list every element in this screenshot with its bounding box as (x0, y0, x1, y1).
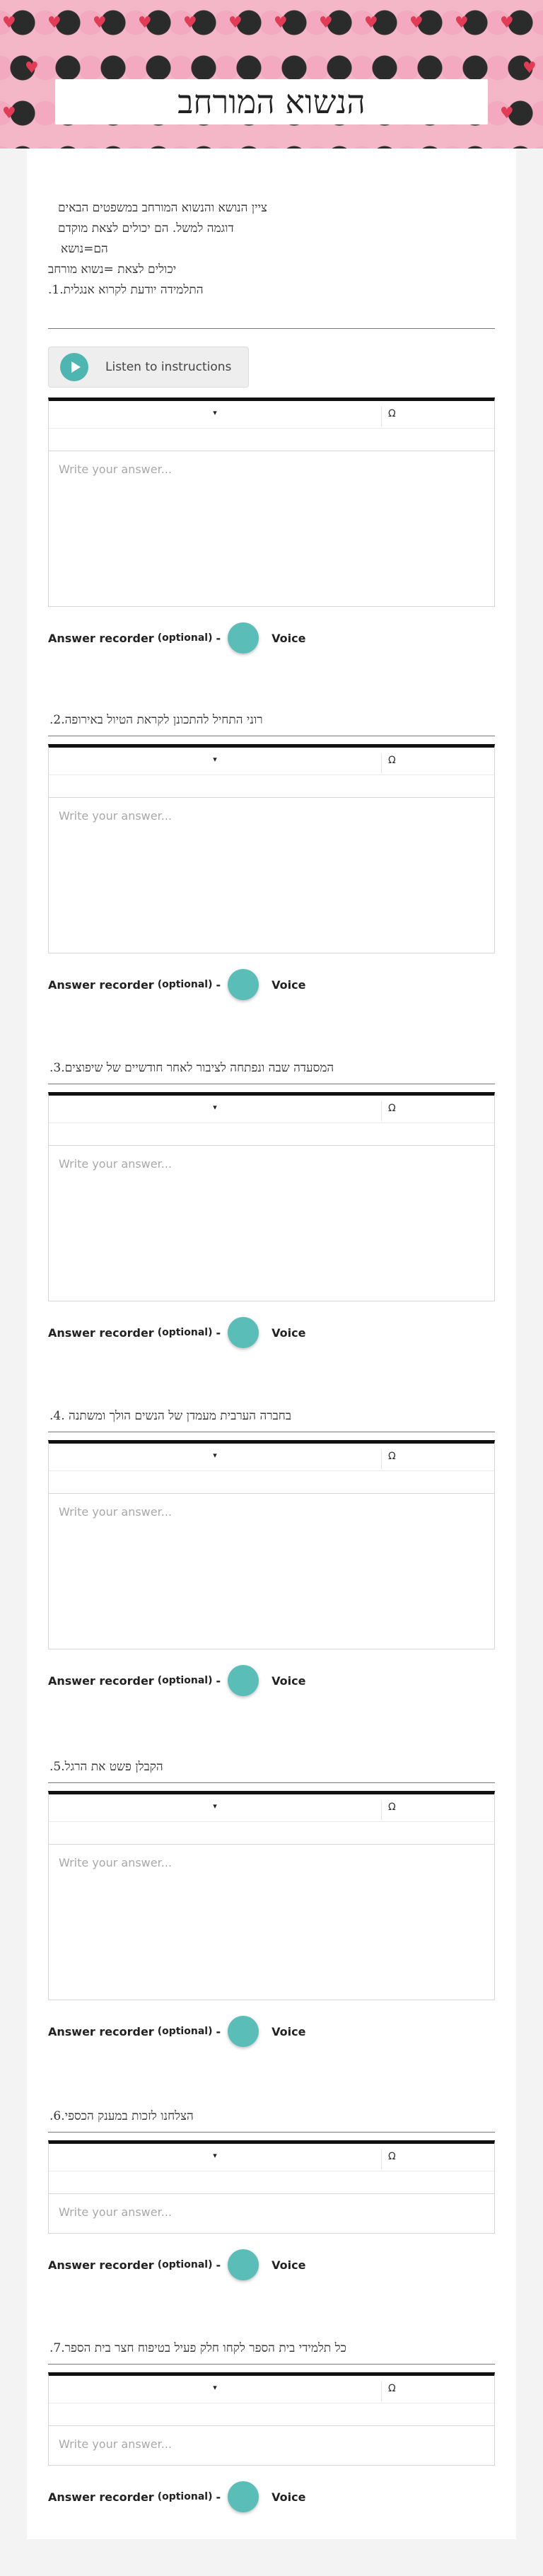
instruction-line: יכולים לצאת =נשוא מורחב (48, 262, 177, 277)
recorder-label: Answer recorder (48, 1325, 154, 1340)
special-char-button[interactable]: Ω (388, 1451, 396, 1462)
format-dropdown[interactable]: ▾ (213, 2383, 217, 2392)
question-text: .הצלחנו לזכות במענק הכספי.6 (49, 2109, 194, 2123)
format-dropdown[interactable]: ▾ (213, 2151, 217, 2160)
question-block (48, 398, 495, 654)
recorder-optional: (optional) (157, 979, 213, 990)
divider (48, 2364, 495, 2365)
question-block (48, 2109, 495, 2280)
recorder-optional: (optional) (157, 1327, 213, 1338)
heart-icon: ♥ (522, 59, 537, 77)
question-text: .בחברה הערבית מעמדן של הנשים הולך ומשתנה .4 (49, 1409, 292, 1423)
record-button[interactable] (228, 622, 259, 654)
heart-icon: ♥ (183, 14, 197, 32)
voice-label: Voice (272, 977, 306, 992)
listen-instructions-button[interactable] (48, 347, 249, 388)
record-button[interactable] (228, 969, 259, 1000)
answer-recorder (48, 1317, 495, 1348)
answer-recorder (48, 2016, 495, 2047)
question-text: .רוני התחיל להתכונן לקראת הטיול באירופה.2 (49, 713, 263, 727)
recorder-dash: - (216, 2024, 221, 2038)
editor-toolbar (48, 1092, 495, 1146)
question-block (48, 2341, 495, 2512)
answer-recorder (48, 622, 495, 654)
question-block (48, 1409, 495, 1696)
divider (48, 328, 495, 329)
heart-icon: ♥ (47, 14, 62, 32)
answer-input[interactable]: Write your answer... (48, 451, 495, 607)
listen-label: Listen to instructions (105, 360, 232, 374)
divider (48, 2132, 495, 2133)
voice-label: Voice (272, 1673, 306, 1688)
recorder-optional: (optional) (157, 1675, 213, 1686)
record-button[interactable] (228, 1317, 259, 1348)
special-char-button[interactable]: Ω (388, 1802, 396, 1813)
recorder-dash: - (216, 977, 221, 992)
recorder-dash: - (216, 1325, 221, 1340)
voice-label: Voice (272, 631, 306, 645)
recorder-dash: - (216, 2490, 221, 2504)
recorder-label: Answer recorder (48, 977, 154, 992)
title-box (55, 79, 488, 124)
answer-input[interactable]: Write your answer... (48, 2194, 495, 2234)
special-char-button[interactable]: Ω (388, 2383, 396, 2394)
heart-icon: ♥ (138, 14, 152, 32)
heart-icon: ♥ (319, 14, 333, 32)
heart-icon: ♥ (228, 14, 243, 32)
instruction-line: הם=נושא (61, 242, 108, 256)
recorder-optional: (optional) (157, 2259, 213, 2270)
recorder-optional: (optional) (157, 632, 213, 644)
recorder-label: Answer recorder (48, 1673, 154, 1688)
question-block (48, 1061, 495, 1348)
answer-input[interactable]: Write your answer... (48, 1146, 495, 1301)
record-button[interactable] (228, 2249, 259, 2280)
instruction-line: .התלמידה יודעת לקרוא אנגלית.1 (48, 283, 204, 297)
divider (48, 1782, 495, 1783)
instruction-line: ציין הנושא והנשוא המורחב במשפטים הבאים (58, 201, 267, 215)
heart-icon: ♥ (364, 14, 378, 32)
heart-icon: ♥ (93, 14, 107, 32)
page-title: הנשוא המורחב (177, 83, 366, 121)
editor-toolbar (48, 1440, 495, 1494)
answer-recorder (48, 1665, 495, 1696)
page-margin-right (516, 149, 543, 2576)
voice-label: Voice (272, 2490, 306, 2504)
heart-icon: ♥ (409, 14, 424, 32)
record-button[interactable] (228, 1665, 259, 1696)
editor-toolbar (48, 398, 495, 451)
special-char-button[interactable]: Ω (388, 1103, 396, 1114)
question-text: .כל תלמידי בית הספר לקחו חלק פעיל בטיפוח חצר בית הספר.7 (49, 2341, 346, 2355)
special-char-button[interactable]: Ω (388, 755, 396, 766)
recorder-dash: - (216, 1673, 221, 1688)
editor-toolbar (48, 1791, 495, 1845)
recorder-label: Answer recorder (48, 2258, 154, 2272)
special-char-button[interactable]: Ω (388, 408, 396, 419)
question-text: .המסעדה שבה ונפתחה לציבור לאחר חודשיים של שיפוצים.3 (49, 1061, 334, 1075)
record-button[interactable] (228, 2481, 259, 2512)
page-footer-gap (0, 2539, 543, 2576)
answer-recorder (48, 969, 495, 1000)
recorder-dash: - (216, 2258, 221, 2272)
format-dropdown[interactable]: ▾ (213, 1802, 217, 1811)
answer-input[interactable]: Write your answer... (48, 798, 495, 953)
answer-input[interactable]: Write your answer... (48, 1494, 495, 1649)
heart-icon: ♥ (2, 105, 16, 122)
editor-toolbar (48, 2372, 495, 2426)
heart-icon: ♥ (25, 59, 39, 77)
voice-label: Voice (272, 2258, 306, 2272)
format-dropdown[interactable]: ▾ (213, 1451, 217, 1460)
answer-input[interactable]: Write your answer... (48, 1845, 495, 2000)
question-block (48, 713, 495, 1000)
recorder-label: Answer recorder (48, 2490, 154, 2504)
heart-icon: ♥ (2, 14, 16, 32)
answer-recorder (48, 2481, 495, 2512)
format-dropdown[interactable]: ▾ (213, 755, 217, 764)
heart-icon: ♥ (274, 14, 288, 32)
editor-toolbar (48, 744, 495, 798)
instructions-text (48, 198, 495, 301)
recorder-label: Answer recorder (48, 631, 154, 645)
heart-icon: ♥ (500, 14, 514, 32)
answer-input[interactable]: Write your answer... (48, 2426, 495, 2466)
question-text: .הקבלן פשט את הרגל.5 (49, 1760, 163, 1774)
page-margin-left (0, 149, 27, 2576)
question-block (48, 1760, 495, 2047)
format-dropdown[interactable]: ▾ (213, 408, 217, 417)
format-dropdown[interactable]: ▾ (213, 1103, 217, 1112)
recorder-dash: - (216, 631, 221, 645)
editor-toolbar (48, 2140, 495, 2194)
voice-label: Voice (272, 2024, 306, 2038)
play-icon (60, 353, 88, 381)
heart-icon: ♥ (455, 14, 469, 32)
worksheet-card (27, 149, 516, 2539)
record-button[interactable] (228, 2016, 259, 2047)
recorder-optional: (optional) (157, 2026, 213, 2037)
answer-recorder (48, 2249, 495, 2280)
instruction-line: דוגמה למשל. הם יכולים לצאת מוקדם (58, 221, 234, 236)
recorder-optional: (optional) (157, 2491, 213, 2502)
heart-icon: ♥ (500, 105, 514, 122)
recorder-label: Answer recorder (48, 2024, 154, 2038)
header-banner (0, 0, 543, 149)
special-char-button[interactable]: Ω (388, 2151, 396, 2162)
voice-label: Voice (272, 1325, 306, 1340)
